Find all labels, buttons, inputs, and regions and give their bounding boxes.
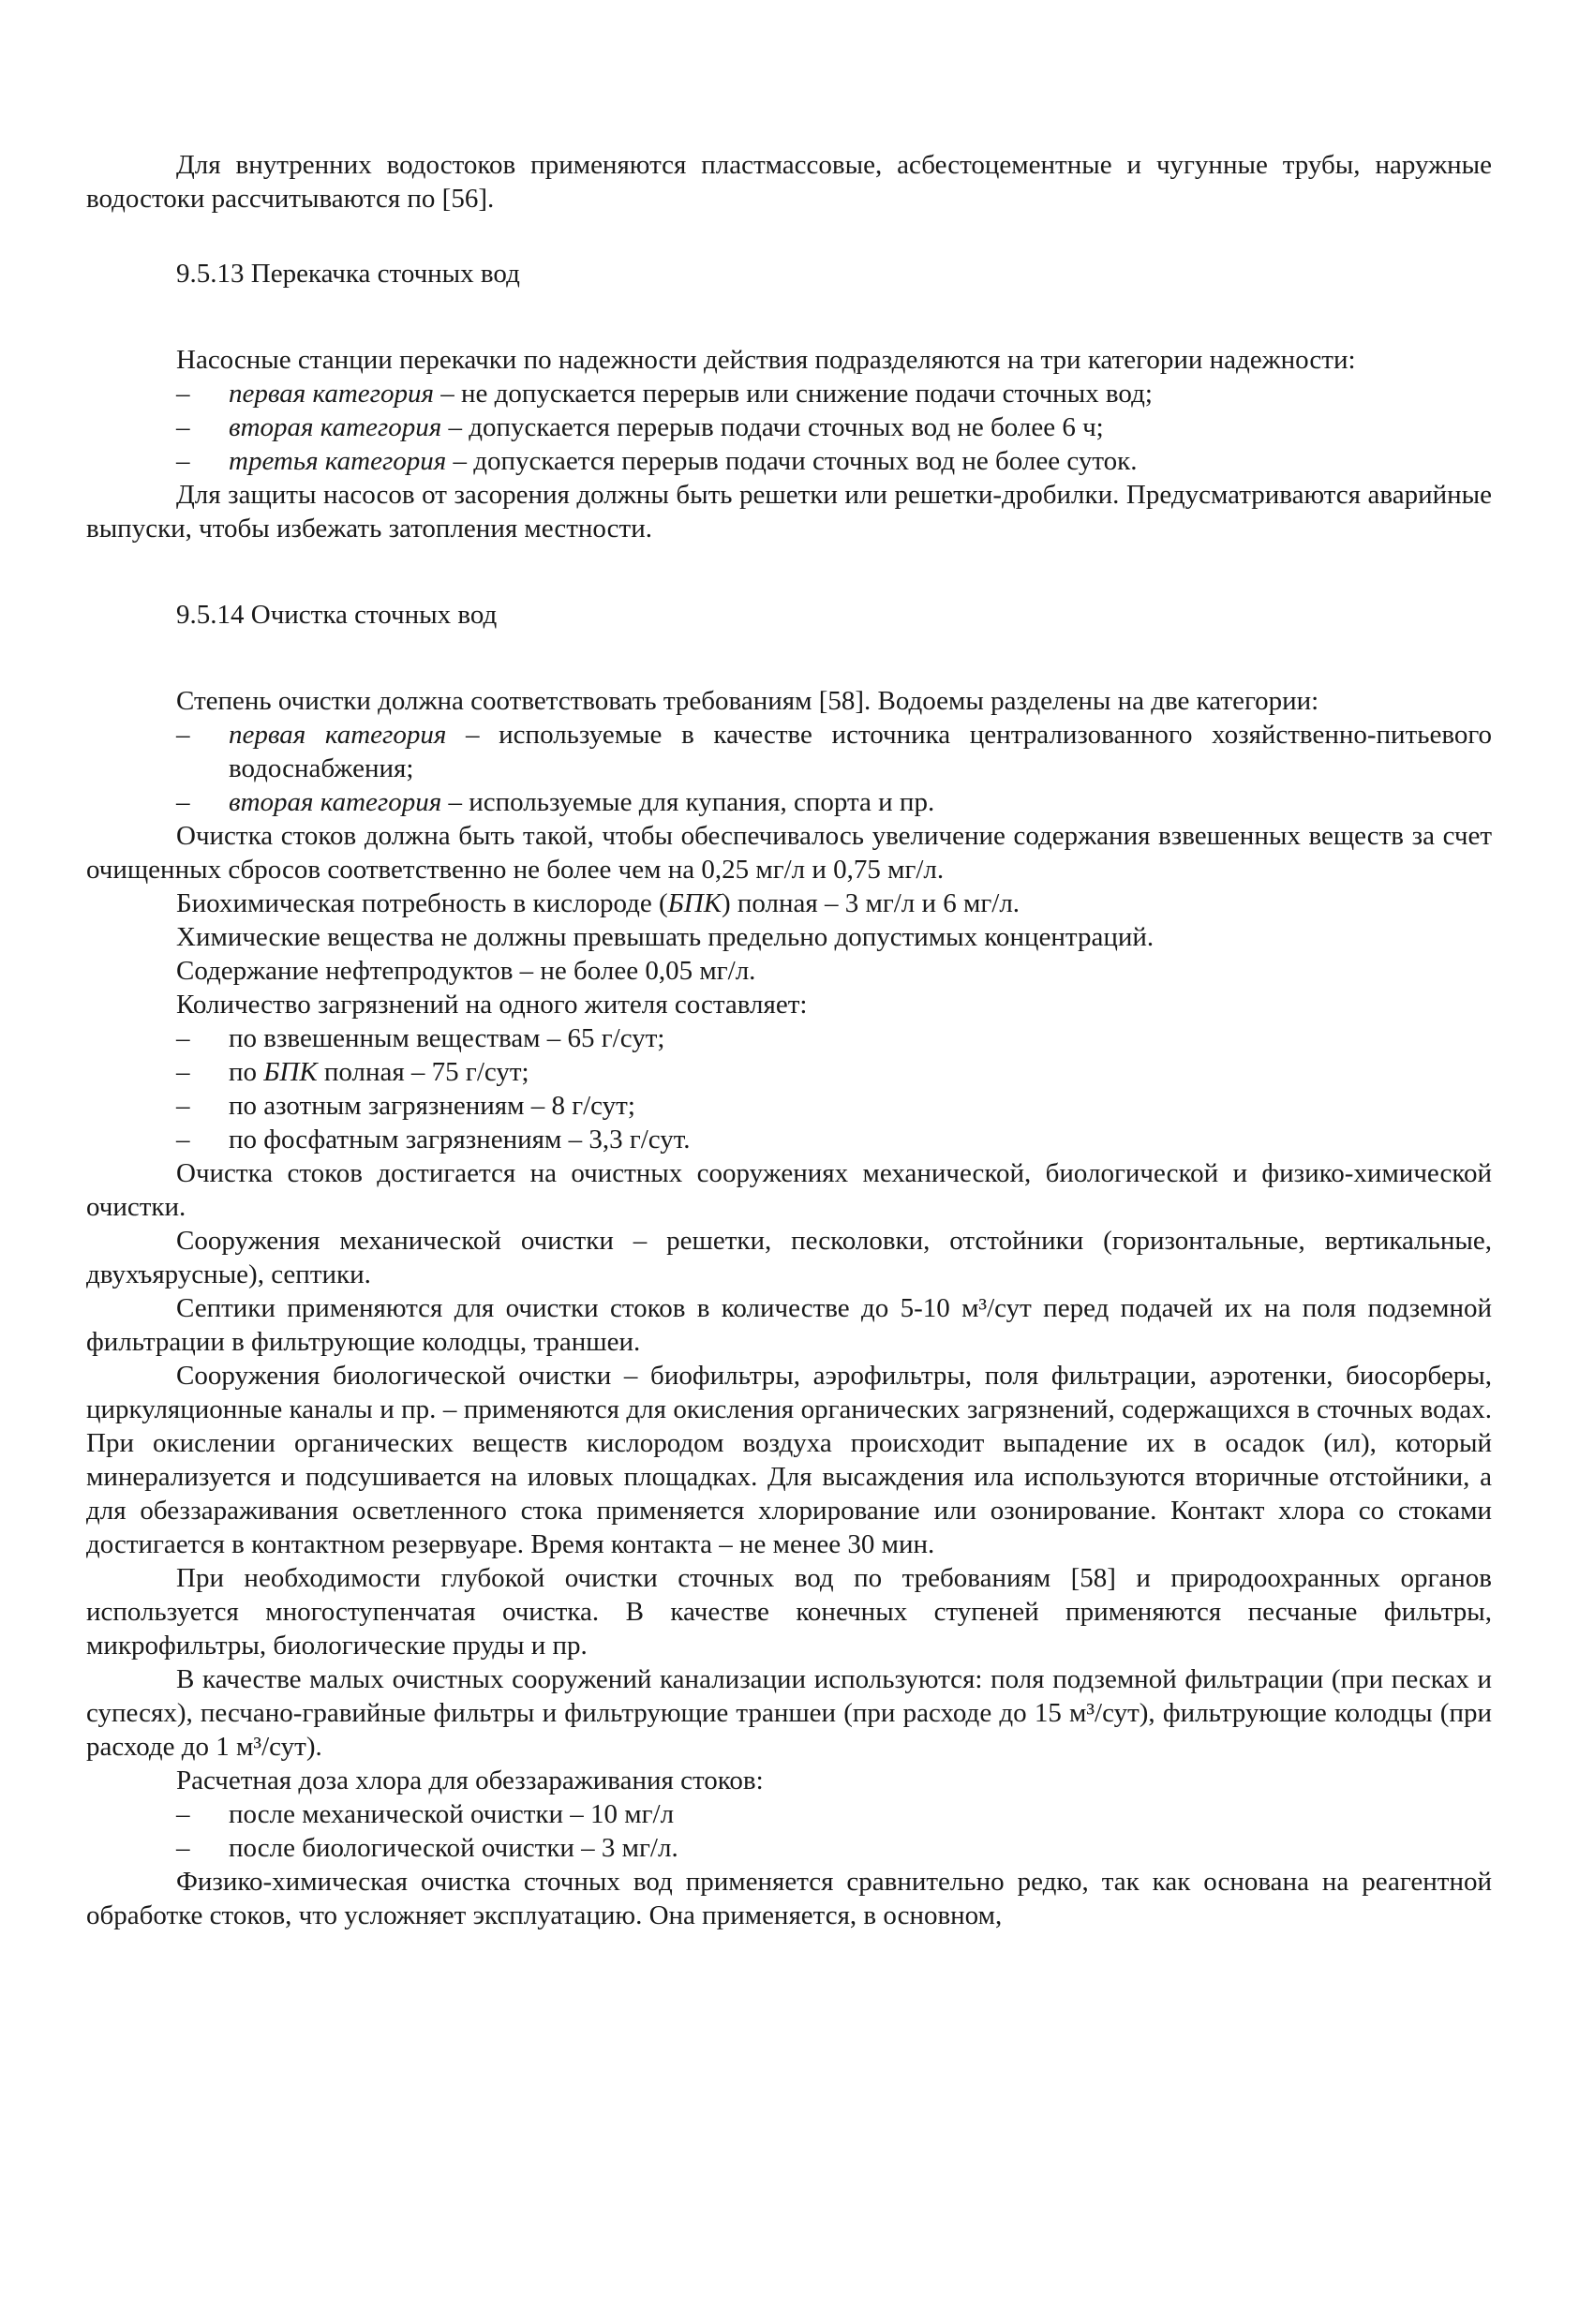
intro-paragraph: Для внутренних водостоков применяются пластмассовые, асбестоцементные и чугунные трубы, наружные водостоки рассчитываются по [56]. [86,150,1492,214]
bod-term: БПК [667,888,722,918]
list-item [86,444,1492,478]
category-text: – допускается перерыв подачи сточных вод не более 6 ч; [441,412,1104,442]
bod-text-pre: Биохимическая потребность в кислороде ( [176,888,668,918]
category-term: третья категория [229,446,447,476]
chlorine-text: после биологической очистки – 3 мг/л. [229,1833,678,1863]
dash-marker: – [176,1091,190,1121]
pollution-text: по [229,1057,264,1087]
dash-marker: – [176,412,190,442]
paragraph-deep-treatment: При необходимости глубокой очистки сточных вод по требованиям [58] и природоохранных органов используется многоступенчатая очистка. В качестве конечных ступеней применяются песчаные фильтры, микрофильтры, биологические пруды и пр. [86,1563,1492,1661]
paragraph-bod [86,886,1492,920]
chlorine-list [86,1797,1492,1865]
list-item [86,410,1492,444]
bod-term: БПК [263,1057,318,1087]
list-item [86,377,1492,410]
water-body-category-list [86,718,1492,819]
dash-marker: – [176,787,190,817]
section-heading-pumping: 9.5.13 Перекачка сточных вод [176,259,520,289]
list-item [86,1831,1492,1865]
paragraph-biological: Сооружения биологической очистки – биофильтры, аэрофильтры, поля фильтрации, аэротенки, биосорберы, циркуляционные каналы и пр. – применяются для окисления органических загрязнений, содержащихся в сточных водах. При окислении органических веществ кислородом воздуха происходит выпадение их в осадок (ил), который минерализуется и подсушивается на иловых площадках. Для высаждения ила используются вторичные отстойники, а для обеззараживания осветленного стока применяется хлорирование или озонирование. Контакт хлора со стоками достигается в контактном резервуаре. Время контакта – не менее 30 мин. [86,1361,1492,1559]
dash-marker: – [176,1833,190,1863]
pollution-text: полная – 75 г/сут; [317,1057,529,1087]
dash-marker: – [176,720,190,750]
pumping-category-list [86,377,1492,478]
paragraph-mechanical: Сооружения механической очистки – решетки, песколовки, отстойники (горизонтальные, вертикальные, двухъярусные), септики. [86,1226,1492,1289]
list-item [86,1089,1492,1123]
category-text: – не допускается перерыв или снижение подачи сточных вод; [433,379,1153,409]
list-item [86,1055,1492,1089]
paragraph-chlorine-dose: Расчетная доза хлора для обеззараживания стоков: [176,1765,764,1795]
pollution-text: по фосфатным загрязнениям – 3,3 г/сут. [229,1125,691,1155]
paragraph-small-facilities: В качестве малых очистных сооружений канализации используются: поля подземной фильтрации (при песках и супесях), песчано-гравийные фильтры и фильтрующие траншеи (при расходе до 15 м³/сут), фильтрующие колодцы (при расходе до 1 м³/сут). [86,1664,1492,1762]
category-term: первая категория [229,379,434,409]
category-term: вторая категория [229,787,442,817]
pollution-list [86,1021,1492,1156]
dash-marker: – [176,379,190,409]
dash-marker: – [176,1125,190,1155]
pollution-text: по азотным загрязнениям – 8 г/сут; [229,1091,635,1121]
treatment-intro: Степень очистки должна соответствовать требованиям [58]. Водоемы разделены на две категории: [176,686,1319,716]
dash-marker: – [176,446,190,476]
paragraph-pollution-per-capita: Количество загрязнений на одного жителя составляет: [176,990,808,1020]
category-text: – допускается перерыв подачи сточных вод не более суток. [446,446,1138,476]
list-item [86,1123,1492,1156]
pumping-intro: Насосные станции перекачки по надежности действия подразделяются на три категории надежности: [176,345,1356,375]
dash-marker: – [176,1023,190,1053]
paragraph-septic: Септики применяются для очистки стоков в количестве до 5-10 м³/сут перед подачей их на поля подземной фильтрации в фильтрующие колодцы, траншеи. [86,1293,1492,1357]
list-item [86,785,1492,819]
dash-marker: – [176,1057,190,1087]
dash-marker: – [176,1799,190,1829]
paragraph-suspended-solids: Очистка стоков должна быть такой, чтобы обеспечивалось увеличение содержания взвешенных веществ за счет очищенных сбросов соответственно не более чем на 0,25 мг/л и 0,75 мг/л. [86,821,1492,885]
paragraph-chemicals: Химические вещества не должны превышать предельно допустимых концентраций. [176,922,1155,952]
category-text: – используемые в качестве источника централизованного хозяйственно-питьевого водоснабжения; [229,720,1493,783]
category-term: вторая категория [229,412,442,442]
category-text: – используемые для купания, спорта и пр. [441,787,935,817]
bod-text-post: ) полная – 3 мг/л и 6 мг/л. [721,888,1020,918]
paragraph-treatment-types: Очистка стоков достигается на очистных сооружениях механической, биологической и физико-химической очистки. [86,1158,1492,1222]
list-item [86,1797,1492,1831]
chlorine-text: после механической очистки – 10 мг/л [229,1799,675,1829]
list-item [86,718,1492,785]
list-item [86,1021,1492,1055]
pollution-text: по взвешенным веществам – 65 г/сут; [229,1023,665,1053]
section-heading-treatment: 9.5.14 Очистка сточных вод [176,600,498,630]
pumping-protection-paragraph: Для защиты насосов от засорения должны быть решетки или решетки-дробилки. Предусматриваются аварийные выпуски, чтобы избежать затопления местности. [86,480,1492,544]
category-term: первая категория [229,720,447,750]
document-page [86,148,1492,1932]
paragraph-oil-products: Содержание нефтепродуктов – не более 0,05 мг/л. [176,956,756,986]
paragraph-physicochemical: Физико-химическая очистка сточных вод применяется сравнительно редко, так как основана на реагентной обработке стоков, что усложняет эксплуатацию. Она применяется, в основном, [86,1867,1492,1930]
